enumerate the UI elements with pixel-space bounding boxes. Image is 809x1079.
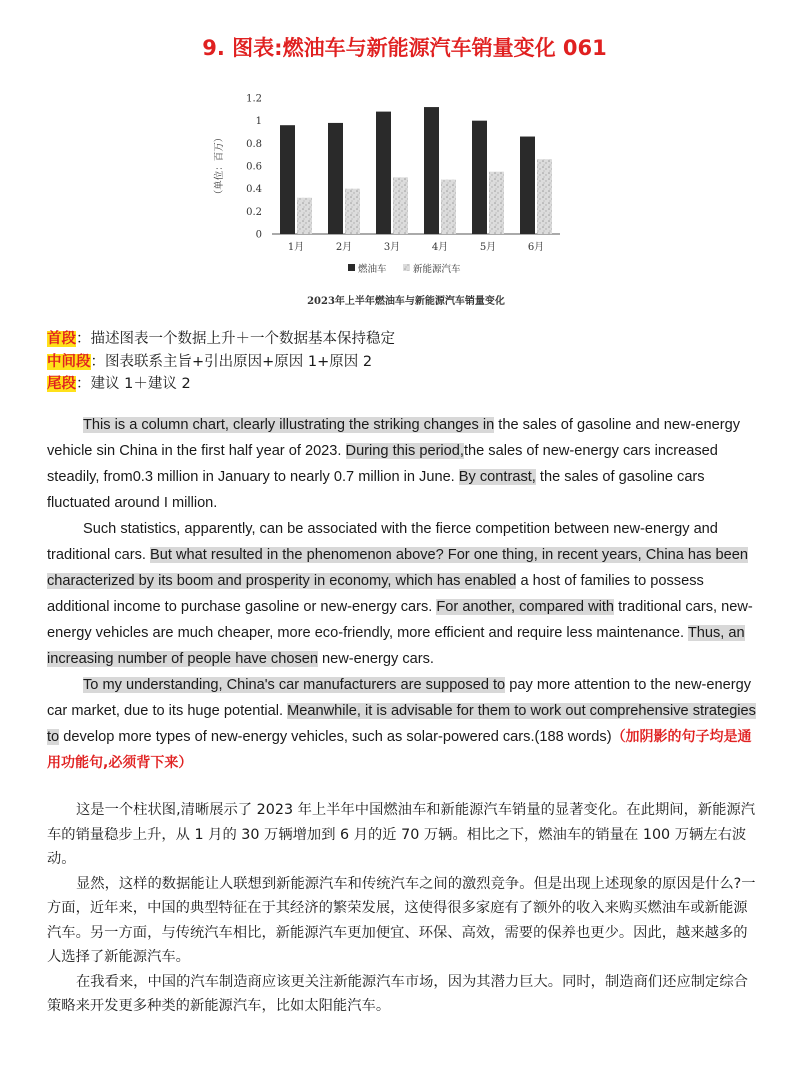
english-paragraph-3 [47,672,759,776]
bar-gasoline [376,112,391,234]
x-tick-label: 2月 [335,242,353,253]
y-tick-label: 0.4 [246,184,262,196]
plain-sentence: develop more types of new-energy vehicles, such as solar-powered cars.(188 words) [59,729,612,745]
x-tick-label: 4月 [431,242,449,253]
y-axis-label: （单位：百万） [214,132,225,200]
bar-new-energy [297,198,312,234]
plain-sentence: pay more attention to the new-energy car market, due to its huge potential. [47,677,751,719]
y-tick-label: 0.6 [246,161,262,173]
shaded-sentence: This is a column chart, clearly illustrating the striking changes in [83,417,495,433]
x-tick-label: 3月 [383,242,401,253]
outline-first [47,328,395,351]
plain-sentence: the sales of gasoline cars fluctuated around I million. [47,469,705,511]
shaded-sentence: To my understanding, China's car manufacturers are supposed to [83,677,506,693]
y-tick-label: 1 [255,116,262,128]
page-title: 9. 图表:燃油车与新能源汽车销量变化 061 [202,36,607,60]
plain-sentence: traditional cars, new-energy vehicles are much cheaper, more eco-friendly, more efficient and require less maintenance. [47,599,753,641]
english-essay [47,412,759,776]
y-tick-label: 0.2 [246,206,262,218]
bar-new-energy [489,172,504,234]
bar-gasoline [424,107,439,234]
plain-sentence: a host of families to possess additional income to purchase gasoline or new-energy cars. [47,573,704,615]
outline-last-text: ：建议 1＋建议 2 [76,376,191,392]
outline-middle-label: 中间段 [47,353,91,370]
chart-canvas [200,88,590,318]
shaded-sentence: For another, compared with [436,599,615,615]
shaded-sentence: Thus, an increasing number of people have chosen [47,625,745,667]
outline-middle [47,351,395,374]
shaded-sentence: Meanwhile, it is advisable for them to work out comprehensive strategies to [47,703,756,745]
y-tick-label: 1.2 [246,93,262,105]
plain-sentence: new-energy cars. [317,651,434,667]
shaded-sentence: But what resulted in the phenomenon above? For one thing, in recent years, China has been characterized by its boom and prosperity in economy, which has enabled [47,547,748,589]
shaded-sentence: By contrast, [458,469,536,485]
outline-last-label: 尾段 [47,376,76,392]
bar-gasoline [328,123,343,234]
x-tick-label: 5月 [479,242,497,253]
outline-last [47,373,395,396]
bar-new-energy [537,159,552,234]
english-paragraph-1 [47,412,759,516]
chinese-paragraph-2: 显然，这样的数据能让人联想到新能源汽车和传统汽车之间的激烈竞争。但是出现上述现象的原因是什么?一方面，近年来，中国的典型特征在于其经济的繁荣发展，这使得很多家庭有了额外的收入来购买燃油车或新能源汽车。另一方面，与传统汽车相比，新能源汽车更加便宜、环保、高效，需要的保养也更少。因此，越来越多的人选择了新能源汽车。 [47,875,756,965]
shaded-sentence: During this period, [345,443,464,459]
outline-middle-text: ：图表联系主旨+引出原因+原因 1+原因 2 [90,353,373,370]
chinese-translation [47,798,759,1019]
bar-new-energy [345,189,360,234]
chinese-paragraph-3: 在我看来，中国的汽车制造商应该更关注新能源汽车市场，因为其潜力巨大。同时，制造商们还应制定综合策略来开发更多种类的新能源汽车，比如太阳能汽车。 [47,973,748,1014]
legend-label-new-energy: 新能源汽车 [413,264,461,275]
outline-first-label: 首段 [47,331,76,347]
outline-first-text: ：描述图表一个数据上升＋一个数据基本保持稳定 [76,331,395,347]
english-paragraph-2 [47,516,759,672]
bar-new-energy [393,177,408,234]
plain-sentence: the sales of gasoline and new-energy vehicle sin China in the first half year of 2023. [47,417,741,459]
chart-title: 2023年上半年燃油车与新能源汽车销量变化 [307,296,505,307]
legend-swatch-gasoline [348,264,355,271]
x-tick-label: 6月 [527,242,545,253]
plain-sentence: Such statistics, apparently, can be associated with the fierce competition between new-energy and traditional cars. [47,521,718,563]
plain-sentence: the sales of new-energy cars increased steadily, from0.3 million in January to nearly 0.7 million in June. [47,443,718,485]
y-tick-label: 0.8 [246,138,262,150]
bar-gasoline [472,121,487,234]
chinese-paragraph-1: 这是一个柱状图,清晰展示了 2023 年上半年中国燃油车和新能源汽车销量的显著变化。在此期间，新能源汽车的销量稳步上升，从 1 月的 30 万辆增加到 6 月的近 70 万辆。相比之下，燃油车的销量在 100 万辆左右波动。 [47,802,756,867]
outline-section [47,328,395,396]
memorize-note: （加阴影的句子均是通用功能句,必须背下来） [47,729,752,771]
sales-bar-chart [200,88,590,318]
legend-swatch-new-energy [403,264,410,271]
bar-new-energy [441,180,456,234]
y-tick-label: 0 [255,229,262,241]
bar-gasoline [520,137,535,234]
legend-label-gasoline: 燃油车 [358,264,387,275]
bar-gasoline [280,125,295,234]
x-tick-label: 1月 [287,242,305,253]
